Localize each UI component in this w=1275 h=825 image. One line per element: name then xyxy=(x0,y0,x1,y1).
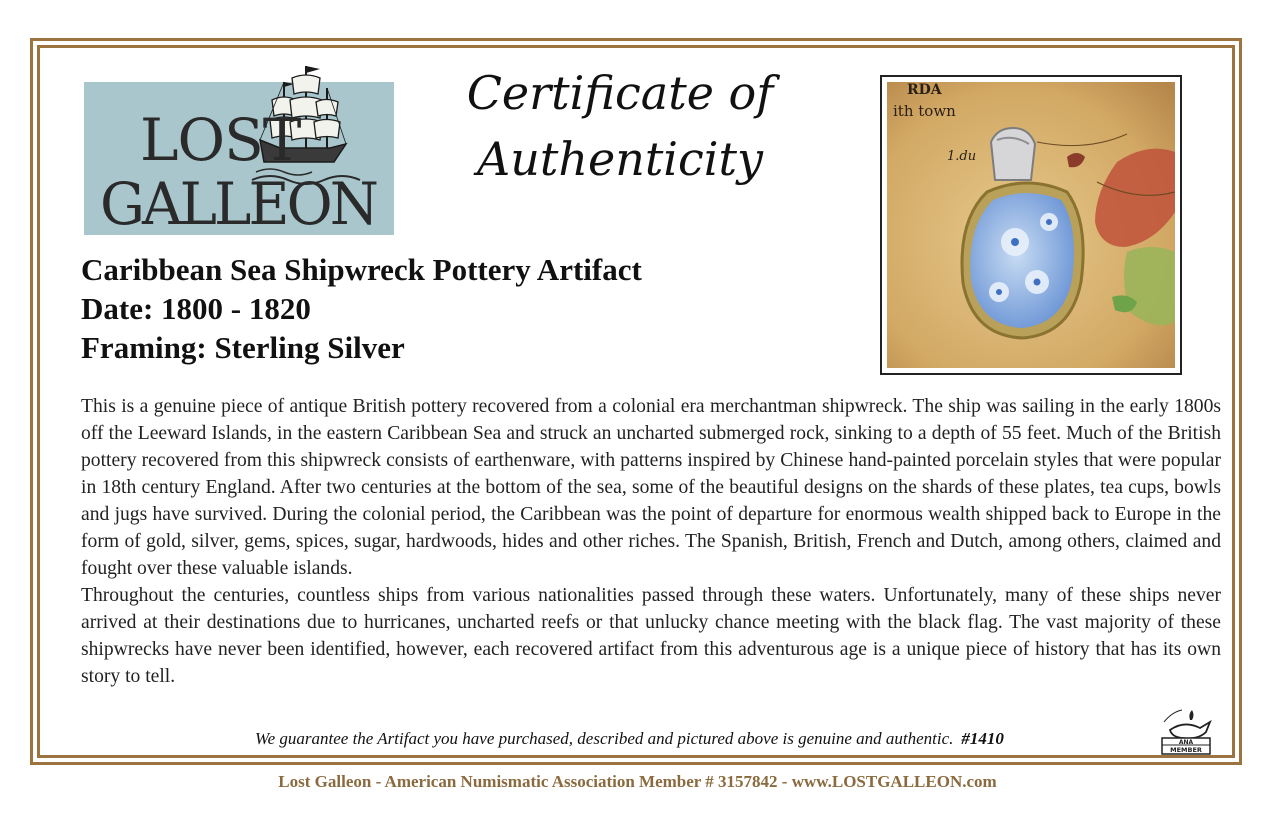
description-paragraph-2: Throughout the centuries, countless ships from various nationalities passed through these waters. Unfortunately, many of these ships never arrived at their destinations due to hurricanes, uncharted reefs or that unlucky chance meeting with the black flag. The vast majority of these shipwrecks have never been identified, however, each recovered artifact from this adventurous age is a unique piece of history that has its own story to tell. xyxy=(81,585,1221,687)
certificate-title-line1: Certificate of xyxy=(466,66,774,120)
description-paragraph-1: This is a genuine piece of antique British pottery recovered from a colonial era merchantman shipwreck. The ship was sailing in the early 1800s off the Leeward Islands, in the eastern Caribbean Sea and struck an uncharted submerged rock, sinking to a depth of 55 feet. Much of the British pottery recovered from this shipwreck consists of earthenware, with patterns inspired by Chinese hand-painted porcelain styles that were popular in 18th century England. After two centuries at the bottom of the sea, some of the beautiful designs on the shards of these plates, tea cups, bowls and jugs have survived. During the colonial period, the Caribbean was the point of departure for enormous wealth shipped back to Europe in the form of gold, silver, gems, spices, sugar, hardwoods, hides and other riches. The Spanish, British, French and Dutch, among others, claimed and fought over these valuable islands. xyxy=(81,396,1221,579)
artifact-framing: Framing: Sterling Silver xyxy=(81,330,405,365)
ana-badge-member: MEMBER xyxy=(1170,746,1202,754)
ana-badge-label: ANA xyxy=(1178,739,1194,746)
logo-text-lost: LOST xyxy=(140,106,301,174)
artifact-details xyxy=(81,250,642,367)
map-label-1: RDA xyxy=(907,82,942,98)
guarantee-statement xyxy=(255,728,1085,750)
artifact-name: Caribbean Sea Shipwreck Pottery Artifact xyxy=(81,252,642,287)
logo-text-galleon: GALLEON xyxy=(100,170,378,238)
ana-member-badge xyxy=(1150,708,1222,756)
artifact-date: Date: 1800 - 1820 xyxy=(81,291,311,326)
oil-lamp-icon xyxy=(1150,708,1222,756)
artifact-photo xyxy=(880,75,1182,375)
map-label-2: ith town xyxy=(893,102,956,120)
certificate-title-line2: Authenticity xyxy=(477,132,763,186)
footer-line: Lost Galleon - American Numismatic Association Member # 3157842 - www.LOSTGALLEON.com xyxy=(278,772,997,791)
certificate-number: #1410 xyxy=(961,729,1004,748)
lost-galleon-logo xyxy=(84,82,394,238)
map-label-3: 1.du xyxy=(947,149,977,164)
guarantee-text: We guarantee the Artifact you have purchased, described and pictured above is genuine and authentic. xyxy=(255,729,954,748)
artifact-description xyxy=(81,393,1221,690)
certificate-title xyxy=(420,60,820,192)
